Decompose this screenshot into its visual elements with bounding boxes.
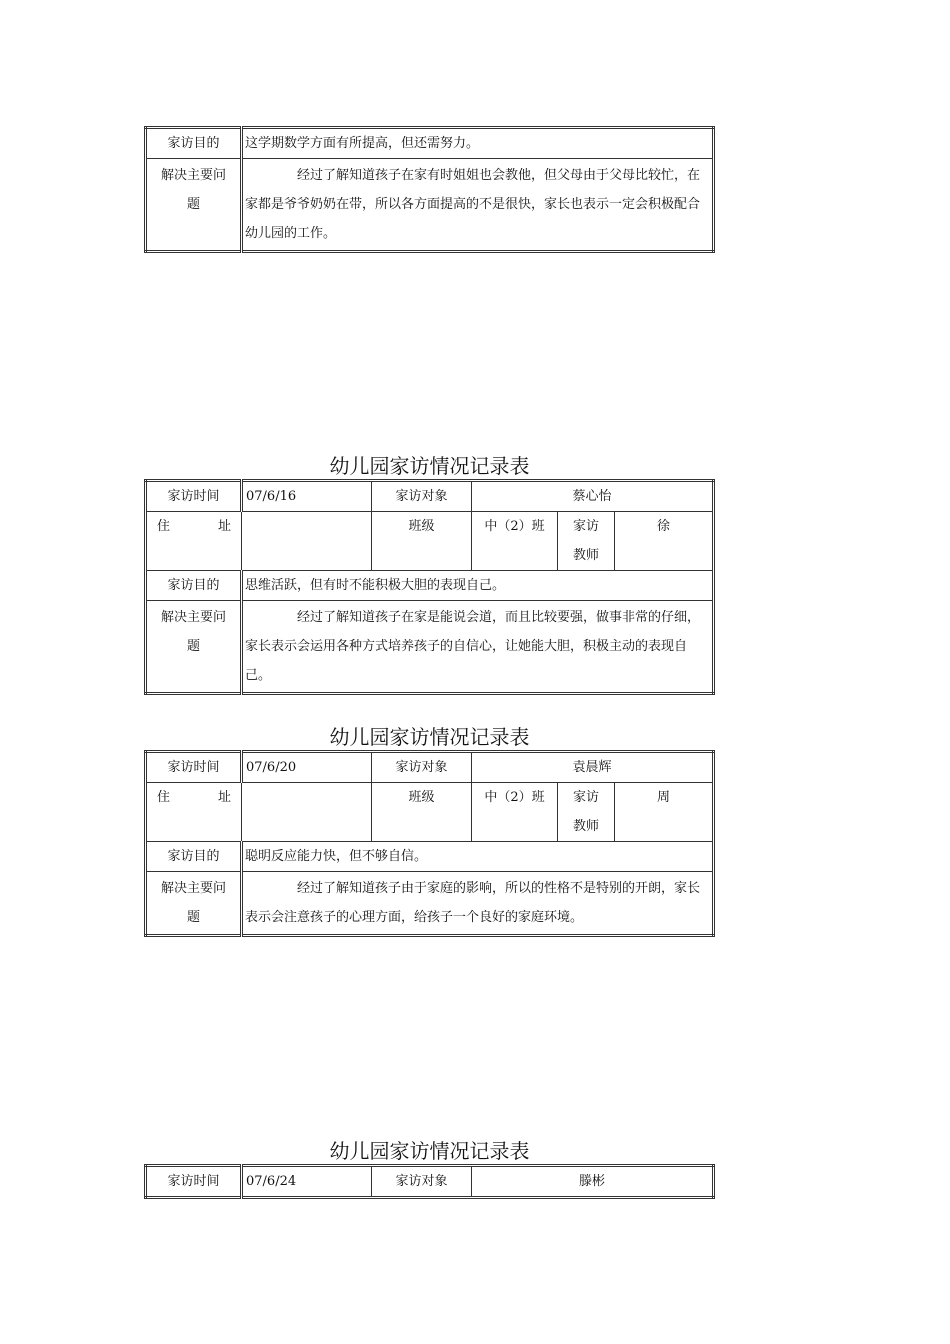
subject-value: 蔡心怡 [472, 481, 714, 512]
table-row [146, 481, 714, 512]
time-value: 07/6/16 [242, 481, 372, 512]
problem-value: 经过了解知道孩子在家有时姐姐也会教他，但父母由于父母比较忙，在家都是爷爷奶奶在带，所以各方面提高的不是很快，家长也表示一定会积极配合幼儿园的工作。 [242, 159, 714, 252]
problem-value: 经过了解知道孩子在家是能说会道，而且比较要强，做事非常的仔细，家长表示会运用各种方式培养孩子的自信心，让她能大胆，积极主动的表现自己。 [242, 601, 714, 694]
subject-label: 家访对象 [372, 752, 472, 783]
table-row [146, 842, 714, 872]
time-value: 07/6/20 [242, 752, 372, 783]
subject-label: 家访对象 [372, 481, 472, 512]
teacher-value: 徐 [615, 512, 714, 571]
class-value: 中（2）班 [472, 783, 558, 842]
problem-value: 经过了解知道孩子由于家庭的影响，所以的性格不是特别的开朗，家长表示会注意孩子的心理方面，给孩子一个良好的家庭环境。 [242, 872, 714, 936]
table-row [146, 601, 714, 694]
problem-label: 解决主要问题 [146, 601, 242, 694]
time-label: 家访时间 [146, 481, 242, 512]
class-label: 班级 [372, 783, 472, 842]
visit-record-table [144, 479, 715, 695]
table-row [146, 1166, 714, 1198]
visit-record-table [144, 750, 715, 937]
address-label: 住 址 [146, 783, 242, 842]
purpose-label: 家访目的 [146, 128, 242, 159]
subject-value: 袁晨辉 [472, 752, 714, 783]
teacher-label: 家访教师 [558, 512, 615, 571]
address-value [242, 512, 372, 571]
table-row [146, 783, 714, 842]
table-row [146, 128, 714, 159]
purpose-value: 思维活跃，但有时不能积极大胆的表现自己。 [242, 571, 714, 601]
purpose-value: 这学期数学方面有所提高，但还需努力。 [242, 128, 714, 159]
record-title: 幼儿园家访情况记录表 [329, 725, 530, 749]
table-row [146, 752, 714, 783]
visit-record-table-partial [144, 126, 715, 253]
subject-value: 滕彬 [472, 1166, 714, 1198]
address-value [242, 783, 372, 842]
time-label: 家访时间 [146, 1166, 242, 1198]
table-row [146, 159, 714, 252]
visit-record-table [144, 1164, 715, 1199]
time-value: 07/6/24 [242, 1166, 372, 1198]
table-row [146, 571, 714, 601]
record-title: 幼儿园家访情况记录表 [329, 1139, 530, 1163]
teacher-value: 周 [615, 783, 714, 842]
subject-label: 家访对象 [372, 1166, 472, 1198]
record-title: 幼儿园家访情况记录表 [329, 454, 530, 478]
teacher-label: 家访教师 [558, 783, 615, 842]
table-row [146, 872, 714, 936]
purpose-value: 聪明反应能力快，但不够自信。 [242, 842, 714, 872]
time-label: 家访时间 [146, 752, 242, 783]
purpose-label: 家访目的 [146, 842, 242, 872]
problem-label: 解决主要问题 [146, 159, 242, 252]
class-label: 班级 [372, 512, 472, 571]
purpose-label: 家访目的 [146, 571, 242, 601]
class-value: 中（2）班 [472, 512, 558, 571]
address-label: 住 址 [146, 512, 242, 571]
table-row [146, 512, 714, 571]
problem-label: 解决主要问题 [146, 872, 242, 936]
